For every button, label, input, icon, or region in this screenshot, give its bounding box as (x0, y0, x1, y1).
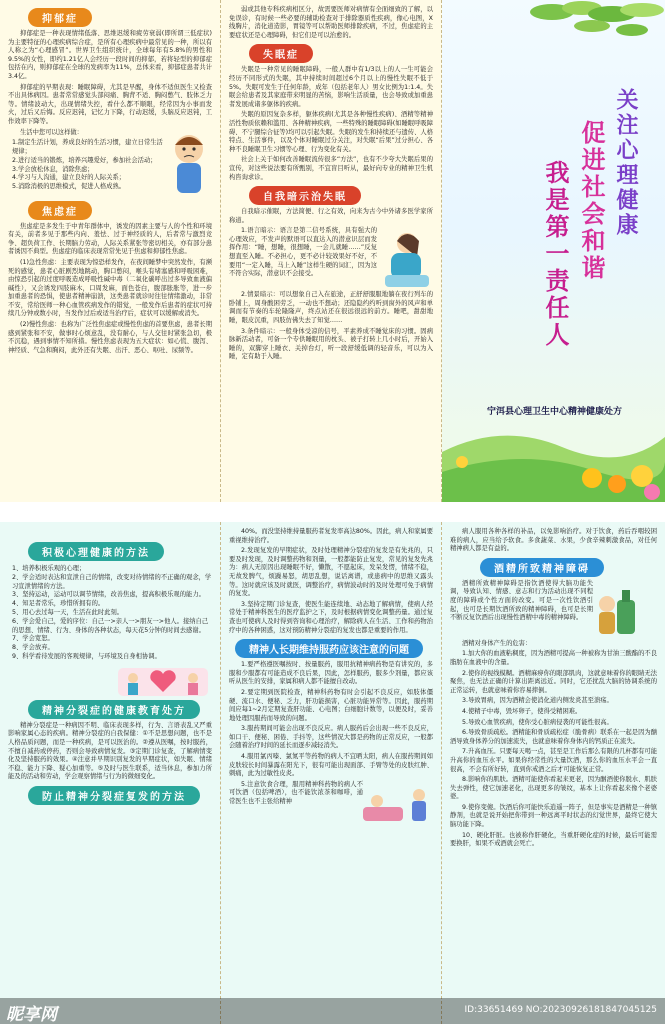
sad-boy-illustration (166, 129, 212, 199)
sleepless-girl-illustration (377, 227, 433, 291)
anxiety-acute: (1)急性焦虑：主要表现为惊恐样发作，在夜间睡梦中突然发作，有濒死的感觉，患者心脏剧烈地跳动，胸口憋闷，喉头有堵塞感和呼吸困难，由惊恐引起的过度呼吸造成呼吸性碱中毒（二氧化碳呼出过多导致血液偏碱性），又会诱发四肢麻木，口周发麻，面色苍白，腹部胀胀等，进一步加重患者的恐惧，使患者精神崩溃，这类患者就诊时往往情绪激动，非常不安，常给医师一种心血管疾病发作的错觉，一般发作后患者的症状可持续几分钟或数小时，当发作过后或适当治疗后，症状可以缓解或消失。 (8, 258, 212, 318)
alcohol-harms-heading: 酒精对身体产生的危害： (462, 639, 532, 647)
heart-couple-illustration (118, 664, 208, 698)
list-item: 2.进行适当的锻炼，培养兴趣爱好，参加社会活动； (12, 156, 157, 164)
list-item: 5.消除消极的思维模式，促进人格成熟。 (12, 183, 126, 191)
watermark-logo: 昵享网 (6, 1005, 57, 1025)
depression-intro: 抑郁症是一种表现情绪低落、思维迟缓和疲劳衰弱(即所谓三低症状)为主要特征的心理疾病综合症，是所有心理疾病中最常见的一种，所以有人称之为“心理感冒”。世界卫生组织统计，全球每年有5.8%的男性和9.5%的女性，即约1.21亿人会经历一段时间的抑郁，若将轻型的抑郁症包括在内，则抑郁症在全球的发病率为11%，总体来看，抑郁症患者共计3.4亿。 (8, 30, 212, 80)
watermark-id: ID:33651469 NO:20230926181847045125 (464, 1005, 657, 1015)
relapse-stat: 40%。而没坚持维持量服药者复发率高达80%。因此，病人和家属要重视维持治疗。 (229, 528, 433, 544)
alcohol-disorder-definition: 酒精所致精神障碍是指饮酒使得大脑功能失调，导致认知、情感、意志和行为活动出现不同程度的障碍或个性方面的改变。可是一次性饮酒引起，也可是长期饮酒所致的精神障碍，也可是长期不断反复饮酒后出现慢性酒精中毒的精神障碍。 (450, 579, 593, 622)
section-title-self-suggestion: 自我暗示治失眠 (249, 186, 361, 205)
panel-insomnia (221, 0, 442, 502)
alcohol-harm-5: 5.导致心血管疾病，使你受心脏病侵袭的可能性很高。 (462, 718, 613, 726)
section-title-medication-notes: 精神人长期维持服药应该注意的问题 (235, 639, 423, 658)
drunk-man-illustration (593, 580, 657, 640)
list-item: 5、用心去过每一天，生活在此时此刻。 (12, 608, 124, 616)
list-item: 4、知足者常乐，珍惜所拥有的。 (12, 600, 105, 608)
anxiety-intro: 焦虑症是多发生于中青年群体中，诱发的因素主要与人的个性和环境有关，前者多见于那些内向、羞怯、过于神经质的人，后者常与激烈竞争、超负荷工作、长期脑力劳动，人际关系紧张等密切相关，亦有部分患者诱因不典型。焦虑症的临床表现常常先见于焦虑和抑郁性焦虑。 (8, 222, 212, 256)
insomnia-advice: 社会上关于如何改善睡眠流传很多“方法”，也有不少夸大失眠后果的宣传，对这些说法要有所甄别，不宜盲目听从，最好向专业的精神卫生机构咨询求诊。 (229, 156, 433, 181)
section-title-relapse-prevention: 防止精神分裂症复发的方法 (28, 786, 200, 805)
diet-advice: 病人服用各种各样的补品，以免影响治疗。对于饮食，药后吞咽较困难的病人，应当给予软食。多食蔬菜、水果，少食辛辣刺激食品，对任何精神病人都是有益的。 (450, 528, 657, 553)
conditioned-suggestion: 3.条件暗示：一般身体受凉的信号，平素养成不睡觉床的习惯。固病脉新活动者，可备一个专供睡眠用的枕头、被子打转上几小时后，开始入睡的，双脚穿上睡衣、关掉台灯，听一段舒缓低调的轻音乐，可以为入睡，定有助于入睡。 (229, 327, 433, 361)
leaves-decoration (442, 0, 665, 70)
depression-symptoms: 抑郁症的早期表现：睡眠障碍，尤其是早醒，身体不适但医生又检查不出具体病因。患者常常感觉头部闷痛、胸背不适、胸闷憋气、肢体乏力等。情绪波动大，出现情绪失控，看什么都不顺眼，经常因为小事而发火，过后又后悔。反应迟钝，记忆力下降，行动迟缓，头脑反应迟钝，工作效率下降等。 (8, 83, 212, 125)
alcohol-harm-2: 2.使你的视线模糊。酒精麻痹你的眼部肌肉，这就意味着你的眼睛无法聚焦，也无法正确的计算出距离远近。同时，它还扰乱大脑的协调系统的正常运转，也就意味着你容易摔倒。 (450, 669, 657, 694)
cover-panel (442, 0, 665, 502)
organization-name: 宁洱县心理卫生中心精神健康处方 (486, 407, 622, 417)
medication-note-1: 1.要严格遵医嘱按时、按量服药，服用抗精神病药物是有讲究的，多服和少服都有可能造成不良后果，因此，怎样服药，服多少剂量，都应该听从医生的安排，家属和病人都不能擅自改动。 (229, 661, 433, 686)
anxiety-continued: 弱或其他专科疾病相区分，故需要医师对病情有全面细致的了解，以免误诊，有时候一些必要的辅助检查对于排除器质性疾病，像心电图，X线胸片，消化道造影，胃镜等可以帮助医师排除疾病，不过，焦虑症的主要症状还是心理障碍，但它们是可以治愈的。 (229, 6, 433, 39)
watermark-bar (0, 998, 665, 1024)
list-item: 4.学习与人沟通，建立良好的人际关系； (12, 174, 126, 182)
alcohol-harm-10: 10、硬化肝脏。也被称作肝硬化，当重肝硬化症的时候，最后可能需要换肝，如果不戒酒就会死亡。 (450, 831, 657, 848)
list-item: 7、学会宽恕。 (12, 635, 54, 643)
panel-alcohol (442, 522, 665, 1024)
anxiety-chronic: (2)慢性焦虑：也称为广泛性焦虑症或慢性焦虑的首要焦虑，患者长期感到紧张和不安，做事时心烦意乱，没有耐心，与人交往时紧张急切，极不沉稳，遇到事情不知所措。慢性焦虑表现为五大症状：如心慌、腹泻、神经质、气急和胸闷，此外还有失眠、出汗、恶心、呕吐、尿频等。 (8, 321, 212, 354)
section-title-anxiety: 焦虑症 (28, 201, 92, 220)
panel-positive-psychology (0, 522, 221, 1024)
regular-checkup: 3.坚持定期门诊复查，使医生能连续地、动态地了解病情，使病人经常处于精神科医生的医疗监护之下，及时根据病情变化调整药量。通过复查也可使病人及时得到咨询和心理治疗，解除病人在生活、工作和药物治疗中的各种困惑，这对预防精神分裂症的复发也都是重要的作用。 (229, 600, 433, 634)
section-title-schizophrenia-education: 精神分裂症的健康教育处方 (28, 700, 200, 719)
brochure-outside (0, 0, 665, 502)
sheet-divider (0, 502, 665, 522)
insomnia-causes: 失眠的原因复杂多样，躯体疾病(尤其是各种慢性疾病)、酒精等精神活性物质依赖和滥用、各种精神疾病，一些特殊的睡眠障碍(如睡眠呼吸障碍、不宁腿综合征等)均可以引起失眠。失眠的发生和持续还与遗传、人格特点、生活事件，以及个体对睡眠过分关注，对失眠“后果”过分担心、各种不良睡眠卫生习惯等心理、行为变化有关。 (229, 111, 433, 153)
list-item: 3.学会放松休息，消除焦虑； (12, 165, 94, 173)
medication-note-3: 3.服药期间可能会出现不良反应。病人服药后会出现一些不良反应，如口干、便秘、困倦、手抖等，这些情况大都是药物的正常反应，一般都会随着治疗时间的延长而逐步减轻消失。 (229, 725, 433, 750)
list-item: 2、学会适时表达和宣泄自己的情绪，改变对待情绪的不正确的观念，学习宣泄情绪的方法。 (12, 573, 212, 590)
cover-title-line1: 关注心理健康 (613, 88, 638, 238)
list-item: 1、培养积极乐观的心理； (12, 565, 86, 572)
counseling-illustration (363, 781, 433, 827)
section-title-alcohol-disorder: 酒精所致精神障碍 (480, 558, 604, 577)
section-title-positive-methods: 积极心理健康的方法 (28, 542, 164, 561)
section-title-insomnia: 失眠症 (249, 44, 313, 63)
alcohol-harm-3: 3.导致胃病，因为酒精会使消化道内侧发炎甚至溃疡。 (462, 697, 613, 705)
cover-title-line3: 我是第一责任人 (541, 160, 569, 349)
hills-flowers-illustration (442, 392, 665, 502)
alcohol-harm-1: 1.加大你的血液粘稠度，因为酒精可提高一种被称为甘油三酸酯的不良脂肪在血液中的含量。 (450, 650, 657, 666)
medication-note-4: 4.服用氯丙嗪、氯氮平等药物的病人不宜晒太阳，病人在服药期间如皮肤较长时间暴露在阳光下，很有可能出现面部、手臂等处的皮肤红肿、刺痛，此为过敏性皮炎。 (229, 753, 433, 778)
alcohol-harm-7: 7.升高血压。只要每天喝一点，甚至是工作后那么有限的几杯都有可能升高你的血压水平。如果你经常性的大量饮酒，那么你的血压水平会一直很高，不会有所好转，直到你戒酒之后才可能恢复正常。 (450, 748, 657, 773)
list-item: 9、科学看待发展的客观规律，与环境及自身相协调。 (12, 652, 161, 660)
list-item: 3、坚持运动，运动可以调节情绪，改善焦虑，提高积极乐观的能力。 (12, 591, 205, 599)
relapse-early-signs: 2.发现复发的早期症状，及时处理精神分裂症的复发是有先兆的，只要及时发现，及时调整药物和剂量，一般都能防止复发，常见的复发先兆为：病人无原因出现睡眠不好，懒散，不愿起床，发呆发愣，情绪不稳，无故发脾气，烦躁易怒，胡思乱想，说话离谱，或患病中的思维又露头等。这时就应该及时就医，调整治疗，病情波动时的及时处理可免于病情的复发。 (229, 547, 433, 598)
self-suggestion-intro: 自我暗示催眠，方法简便、行之有效，向来为古今中外诸多医学家所称道。 (229, 208, 433, 224)
alcohol-harm-9: 9.使你变傻。饮酒后你可能快乐逍遥一阵子，但是事实是酒精是一种镇静剂，也就是说开始把你带到一种远离平时状态的幻觉世界，最终它使大脑功能下降。 (450, 803, 657, 829)
list-item: 6、学会爱自己，爱的序位：自己一>亲人一>朋友一>他人。接纳自己的思想、情绪、行为、身体的各种状态，每天花5分钟的时间去感谢。 (12, 617, 209, 634)
brochure-inside (0, 522, 665, 1024)
medication-note-5: 5.注意饮食合理，服用精神科药物的病人不可饮酒（包括啤酒），也不能饮浓茶和咖啡，通常医生也不主张给精神 (229, 780, 363, 806)
section-title-depression: 抑郁症 (28, 8, 92, 27)
list-item: 8、学会放弃。 (12, 644, 54, 652)
alcohol-harm-4: 4.使精子中毒，毁坏卵子，使得受精困难。 (462, 707, 582, 715)
medication-note-2: 2.要定期到医院检查，精神科药物有时会引起不良反应，如肢体僵硬、流口水、便秘、乏力，肝功能损害，心脏功能异常等。因此，服药期间应每1~2月定期复查肝功能、心电图；白细胞计数等，以便及时，妥善地处理因服药而导致的问题。 (229, 688, 433, 722)
cover-title-line2: 促进社会和谐 (577, 120, 605, 282)
alcohol-harm-8: 8.影响你的肌肤。酒精可能使你看起来更老，因为酗酒使你脱水、肌肤失去弹性，使它加速老化，出现更多的皱纹，基本上让你看起来像个老婆婆。 (450, 776, 657, 801)
panel-maintenance-medication (221, 522, 442, 1024)
panel-depression-anxiety (0, 0, 221, 502)
insomnia-intro: 失眠是一种常见的睡眠障碍，一般人群中有1/3以上的人一生可能会经历不同形式的失眠，其中持续时间超过6个月以上的慢性失眠不低于5%。失眠可发生于任何年龄，成年（包括老年人）男女比例为1:1.4。失眠会给患者及其家庭带来明显的苦恼，影响生活质量，也会导致或加重患者发展成诸多躯体的疾病。 (229, 66, 433, 108)
scene-suggestion: 2.情景暗示：可以想象自己入在旅途，正舒舒服服地躺在夜行列车的卧铺上，周身酸困劳乏，一动也不想动；还隐隐约约听到窗外的风声和单调而有节奏的车轮隆隆声，终点站还在很远很远的前方。睡吧，甜甜地睡，眼皮沉重，四肢仿佛失去了知觉…… (229, 291, 433, 325)
depression-tips-heading: 生活中您可以这样做： (20, 128, 83, 136)
alcohol-harm-6: 6.导致骨质疏松。酒精能和骨质疏松症（脆骨病）联系在一起是因为酗酒导致身体养分的加速流失，也就意味着你身体内的钙质正在流失。 (450, 729, 657, 745)
schizophrenia-education: 精神分裂症是一种病因不明、临床表现多样，行为、言语表乱又严重影响家属心态的疾病。精神分裂症的自我保健：①不是思想问题，也不是人格品质问题，而是一种疾病，是可以医治的。②遵从医嘱，按时服药，不擅自减药或停药，否则会导致病情复发。③定期门诊复查，了解病情变化及坚持服药的效果。④注意并早期识别复发的早期症状，如失眠、情绪不稳、能力下降、疑心加重等。⑤及时与医生联系，适当休息，参加力所能及的活动和劳动，学会观察情绪与行为的微细变化。 (8, 721, 212, 781)
verbal-suggestion: 1.语言暗示：语言是第二信号系统，具有强大的心理效应，不发声的默语可以直达入的潜意识层而发挥作用：“睡，想睡，很想睡，一会儿就睡……”反复想直至入睡。不必担心，更不必计较效果好不好，不要用“一定入睡，马上入睡”这样生硬的词汇，因为这不符合实际，潜意识不会接受。 (229, 227, 377, 278)
list-item: 1.制定生活计划，养成良好的生活习惯，建立日常生活规律； (12, 139, 163, 155)
